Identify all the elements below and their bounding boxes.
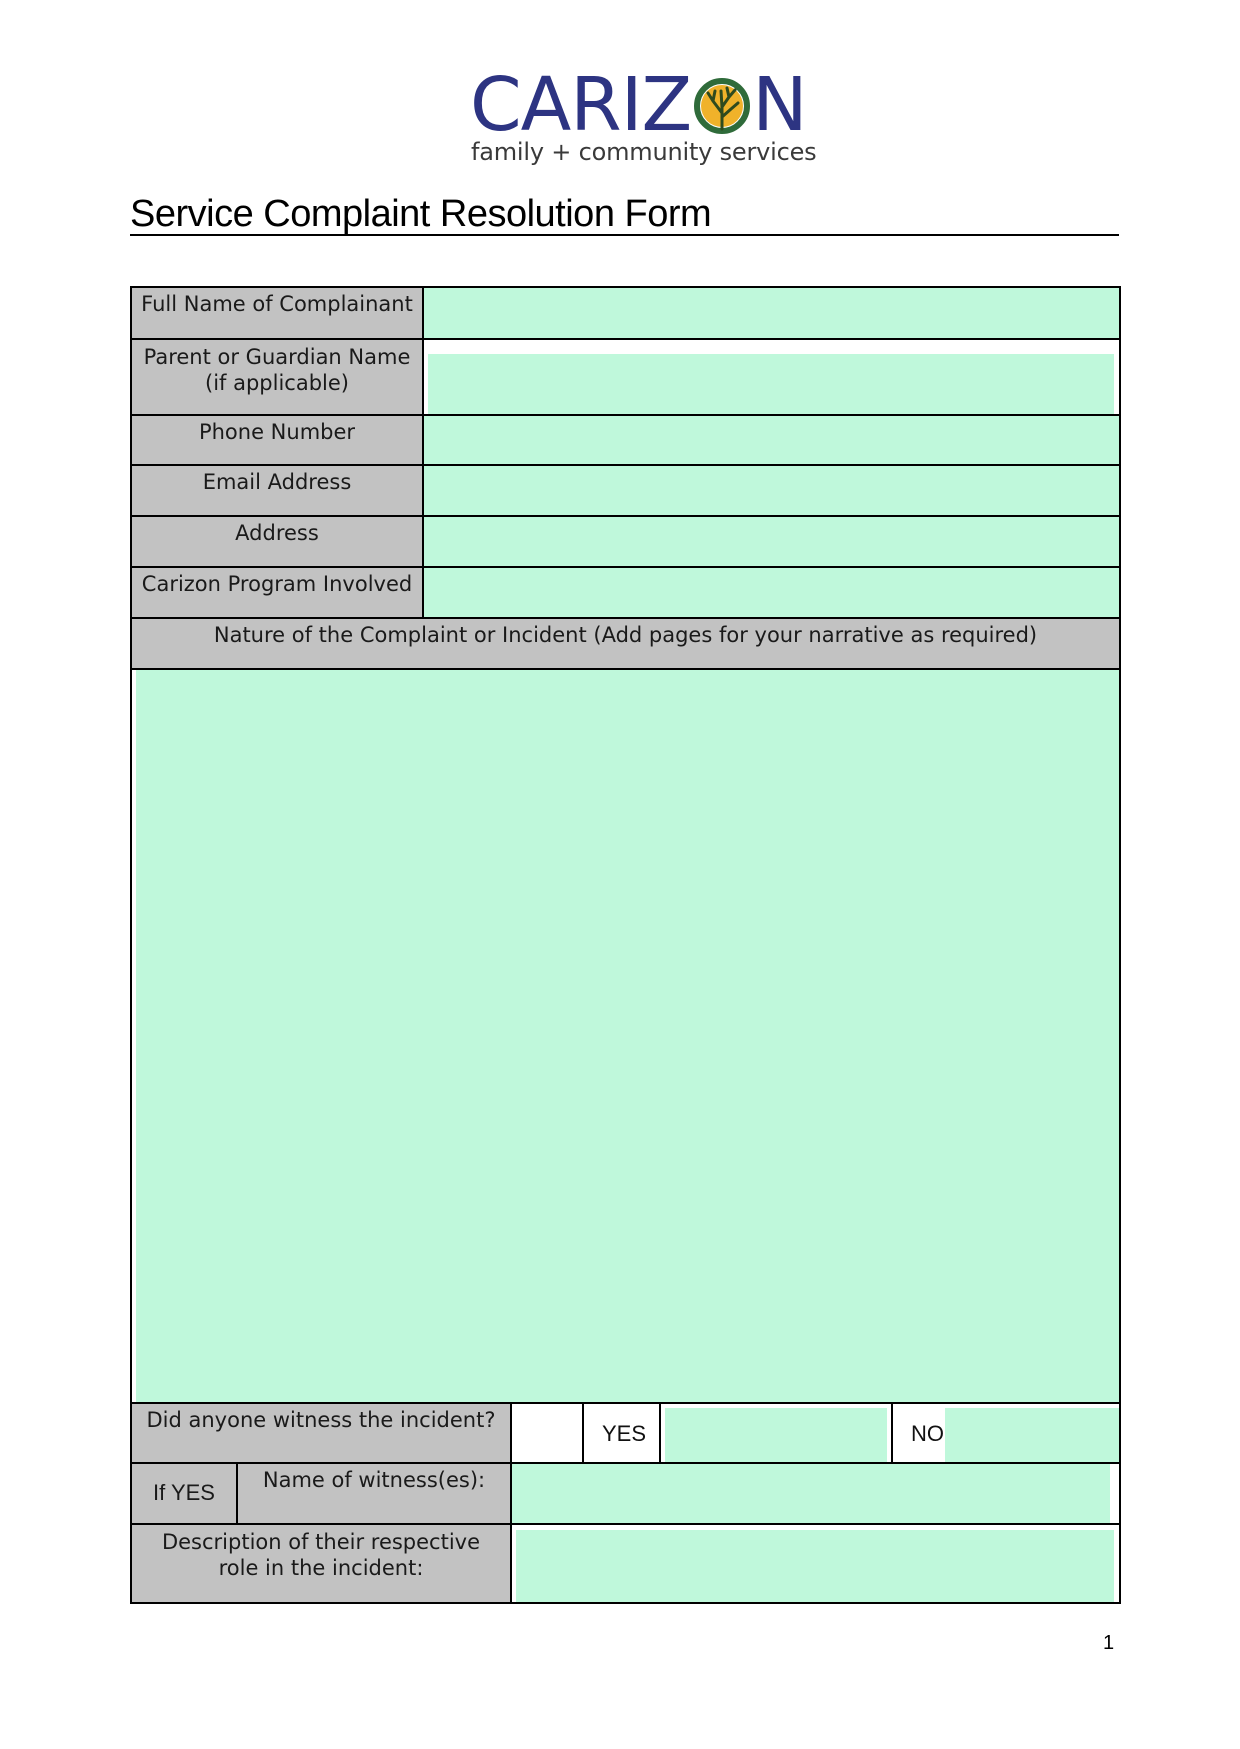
logo-tagline: family + community services — [471, 138, 817, 166]
guardian-name-field[interactable] — [428, 354, 1114, 414]
witness-names-field[interactable] — [512, 1464, 1110, 1523]
guardian-label-line1: Parent or Guardian Name — [143, 345, 411, 369]
guardian-field-frame — [424, 340, 1119, 414]
no-option[interactable] — [893, 1404, 1119, 1462]
address-field[interactable] — [424, 517, 1119, 566]
no-label: NO — [911, 1421, 944, 1446]
phone-number-field[interactable] — [424, 416, 1119, 464]
witness-checkbox[interactable] — [512, 1404, 582, 1462]
guardian-label-line2: (if applicable) — [205, 371, 349, 395]
witness-role-label-line2: role in the incident: — [218, 1556, 424, 1580]
full-name-label: Full Name of Complainant — [132, 288, 422, 338]
witness-role-label — [132, 1525, 510, 1602]
nature-of-complaint-label: Nature of the Complaint or Incident (Add pages for your narrative as required) — [132, 619, 1119, 668]
guardian-name-label — [132, 340, 422, 414]
no-field[interactable] — [945, 1408, 1119, 1462]
logo-wordmark — [470, 62, 807, 148]
witness-question-label: Did anyone witness the incident? — [132, 1404, 510, 1462]
narrative-frame — [132, 670, 1119, 1402]
carizon-logo — [470, 62, 817, 176]
yes-field-frame — [661, 1404, 891, 1462]
witness-role-label-line1: Description of their respective — [161, 1530, 481, 1554]
witness-role-field[interactable] — [516, 1530, 1114, 1602]
full-name-field[interactable] — [424, 288, 1119, 338]
witness-role-frame — [512, 1525, 1119, 1602]
program-involved-label: Carizon Program Involved — [132, 568, 422, 617]
yes-label: YES — [602, 1421, 647, 1446]
yes-field[interactable] — [665, 1408, 887, 1462]
program-involved-field[interactable] — [424, 568, 1119, 617]
page-title: Service Complaint Resolution Form — [130, 192, 1119, 236]
address-label: Address — [132, 517, 422, 566]
yes-option[interactable] — [584, 1404, 659, 1462]
complaint-narrative-field[interactable] — [136, 670, 1119, 1402]
email-address-label: Email Address — [132, 466, 422, 515]
logo-text-part2: N — [752, 62, 807, 148]
logo-text-part1: CARIZ — [470, 62, 692, 148]
page-number: 1 — [1103, 1632, 1115, 1654]
complaint-form — [130, 286, 1121, 1604]
tree-sun-icon — [693, 77, 751, 135]
column-divider — [422, 288, 424, 617]
witness-names-label: Name of witness(es): — [238, 1464, 510, 1523]
phone-number-label: Phone Number — [132, 416, 422, 464]
email-address-field[interactable] — [424, 466, 1119, 515]
witness-names-frame — [512, 1464, 1119, 1523]
if-yes-label: If YES — [132, 1464, 236, 1523]
